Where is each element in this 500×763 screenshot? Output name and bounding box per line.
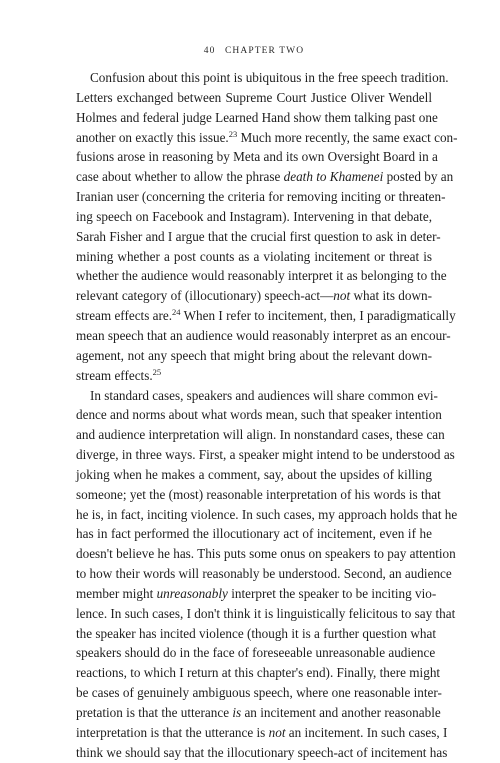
text-line: joking when he makes a comment, say, about the upsides of killing xyxy=(76,466,432,482)
page-number: 40 xyxy=(203,46,216,56)
italic-word: is xyxy=(232,705,242,720)
text-line: whether the audience would reasonably interpret it as belonging to the xyxy=(76,268,447,284)
text-line: stream effects are.$^{24}$ When I refer to incitement, then, I paradigmatically xyxy=(76,307,456,324)
text-line: Iranian user (concerning the criteria for removing inciting or threaten- xyxy=(76,189,446,205)
text-line: agement, not any speech that might bring about the relevant down- xyxy=(76,347,432,363)
text-line: and audience interpretation will align. In nonstandard cases, these can xyxy=(76,427,445,443)
text-line: Holmes and federal judge Learned Hand show them talking past one xyxy=(76,109,438,125)
text-line: Letters exchanged between Supreme Court Justice Oliver Wendell xyxy=(76,89,432,105)
text-line: dence and norms about what words mean, such that speaker intention xyxy=(76,407,442,423)
running-head xyxy=(76,46,432,56)
text-line: doesn't believe he has. This puts some onus on speakers to pay attention xyxy=(76,546,456,562)
text-line: Sarah Fisher and I argue that the crucial first question to ask in deter- xyxy=(76,228,441,244)
text-line: reactions, to which I return at this chapter's end). Finally, there might xyxy=(76,665,441,681)
italic-word: not xyxy=(268,724,286,740)
italic-word: unreasonably xyxy=(156,585,228,601)
text-line: be cases of genuinely ambiguous speech, where one reasonable inter- xyxy=(76,685,442,701)
text-line: mining whether a post counts as a violating incitement or threat is xyxy=(76,248,432,264)
text-line: diverge, in three ways. First, a speaker might intend to be understood as xyxy=(76,447,455,463)
text-line: ing speech on Facebook and Instagram). Intervening in that debate, xyxy=(76,208,432,224)
footnote-ref: 24 xyxy=(172,307,181,318)
text-line: case about whether to allow the phrase death to Khamenei posted by an xyxy=(76,169,454,185)
text-line: speakers should do in the face of foreseeable unreasonable audience xyxy=(76,645,436,661)
text-line: pretation is that the utterance is an incitement and another reasonable xyxy=(76,705,441,720)
text-line: another on exactly this issue.$^{23}$ Much more recently, the same exact con- xyxy=(76,128,458,145)
text-line: has in fact performed the illocutionary act of incitement, even if he xyxy=(76,526,432,542)
text-line: he is, in fact, inciting violence. In such cases, my approach holds that he xyxy=(76,506,458,522)
text-line: Confusion about this point is ubiquitous in the free speech tradition. xyxy=(90,70,449,85)
footnote-ref: 25 xyxy=(152,366,162,377)
text-line: stream effects.$^{25}$ xyxy=(76,366,162,383)
italic-word: not xyxy=(333,288,351,304)
text-line: interpretation is that the utterance is not an incitement. In such cases, I xyxy=(76,724,448,740)
text-line: member might unreasonably interpret the speaker to be inciting vio- xyxy=(76,585,437,601)
text-line: someone; yet the (most) reasonable interpretation of his words is that xyxy=(76,486,441,502)
text-line: relevant category of (illocutionary) speech-act—not what its down- xyxy=(76,288,432,304)
text-line: fusions arose in reasoning by Meta and its own Oversight Board in a xyxy=(76,149,438,165)
text-line: think we should say that the illocutionary speech-act of incitement has xyxy=(76,744,448,760)
text-line: to how their words will reasonably be understood. Second, an audience xyxy=(76,566,452,582)
text-line: lence. In such cases, I don't think it is linguistically felicitous to say that xyxy=(76,605,456,621)
text-line: the speaker has incited violence (though it is a further question what xyxy=(76,625,436,641)
italic-phrase: death to Khamenei xyxy=(283,169,384,185)
body-text xyxy=(76,68,458,763)
text-line: In standard cases, speakers and audiences will share common evi- xyxy=(90,387,438,403)
footnote-ref: 23 xyxy=(228,128,238,139)
chapter-title: CHAPTER TWO xyxy=(224,46,305,56)
text-line: mean speech that an audience would reasonably interpret as an encour- xyxy=(76,327,451,343)
